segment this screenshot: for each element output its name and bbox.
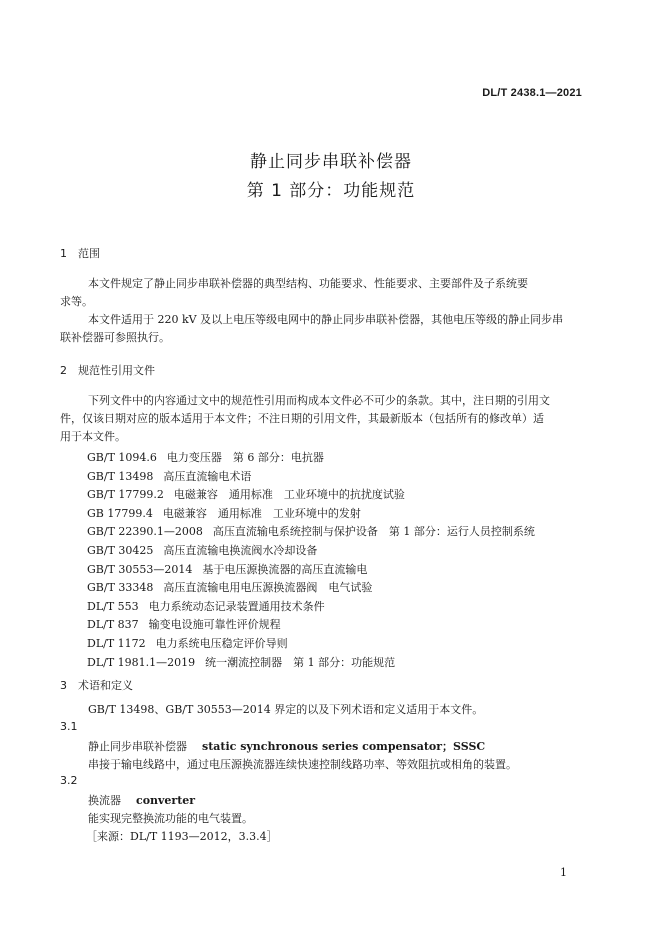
section-number: 3 bbox=[60, 679, 67, 692]
section-1-para2-line1: 本文件适用于 220 kV 及以上电压等级电网中的静止同步串联补偿器，其他电压等级的静止同步串 bbox=[88, 313, 564, 326]
reference-item bbox=[87, 542, 317, 558]
reference-item bbox=[87, 635, 288, 651]
standard-code: DL/T 2438.1—2021 bbox=[482, 87, 582, 99]
term-3-2-name bbox=[88, 792, 195, 808]
reference-code: GB/T 22390.1—2008 bbox=[87, 525, 203, 539]
section-2-intro-line3: 用于本文件。 bbox=[60, 430, 126, 443]
reference-title: 高压直流输电术语 bbox=[163, 469, 252, 483]
reference-item bbox=[87, 523, 535, 539]
reference-code: DL/T 553 bbox=[87, 599, 139, 613]
reference-code: GB/T 17799.2 bbox=[87, 488, 164, 502]
reference-title: 基于电压源换流器的高压直流输电 bbox=[202, 562, 368, 576]
reference-code: GB/T 30553—2014 bbox=[87, 562, 193, 576]
term-3-1-definition: 串接于输电线路中，通过电压源换流器连续快速控制线路功率、等效阻抗或相角的装置。 bbox=[88, 758, 517, 771]
term-zh: 换流器 bbox=[88, 794, 121, 807]
reference-title: 高压直流输电用电压源换流器阀 电气试验 bbox=[163, 581, 373, 595]
section-3-heading bbox=[60, 677, 133, 693]
section-1-para1-line1: 本文件规定了静止同步串联补偿器的典型结构、功能要求、性能要求、主要部件及子系统要 bbox=[88, 277, 528, 290]
reference-title: 电力系统动态记录装置通用技术条件 bbox=[148, 599, 325, 613]
term-zh: 静止同步串联补偿器 bbox=[88, 740, 187, 753]
section-2-intro-line1: 下列文件中的内容通过文中的规范性引用而构成本文件必不可少的条款。其中，注日期的引用文 bbox=[88, 394, 550, 407]
reference-title: 电力系统电压稳定评价导则 bbox=[155, 637, 288, 650]
reference-code: DL/T 1172 bbox=[87, 637, 146, 650]
term-en: converter bbox=[136, 794, 196, 807]
reference-title: 电磁兼容 通用标准 工业环境中的发射 bbox=[162, 506, 361, 520]
reference-item bbox=[87, 449, 324, 465]
term-3-2-source: ［来源：DL/T 1193—2012，3.3.4］ bbox=[86, 830, 278, 843]
reference-item bbox=[87, 505, 361, 521]
document-title-line2: 第 1 部分：功能规范 bbox=[246, 181, 416, 201]
page-number: 1 bbox=[560, 866, 567, 879]
reference-title: 电磁兼容 通用标准 工业环境中的抗扰度试验 bbox=[173, 488, 405, 502]
reference-code: GB/T 1094.6 bbox=[87, 451, 157, 464]
reference-code: GB 17799.4 bbox=[87, 506, 153, 520]
term-3-2-definition: 能实现完整换流功能的电气装置。 bbox=[88, 812, 253, 825]
reference-code: DL/T 1981.1—2019 bbox=[87, 655, 196, 669]
term-3-1-number: 3.1 bbox=[60, 720, 78, 733]
reference-title: 电力变压器 第 6 部分：电抗器 bbox=[166, 451, 324, 464]
section-1-heading bbox=[60, 245, 100, 261]
reference-title: 高压直流输电系统控制与保护设备 第 1 部分：运行人员控制系统 bbox=[212, 525, 535, 539]
reference-item bbox=[87, 486, 405, 502]
reference-code: GB/T 30425 bbox=[87, 544, 154, 557]
reference-code: DL/T 837 bbox=[87, 618, 139, 632]
reference-title: 统一潮流控制器 第 1 部分：功能规范 bbox=[205, 655, 396, 669]
section-1-para1-line2: 求等。 bbox=[60, 295, 93, 308]
document-title-line1: 静止同步串联补偿器 bbox=[250, 152, 412, 172]
section-3-intro: GB/T 13498、GB/T 30553—2014 界定的以及下列术语和定义适用于本文件。 bbox=[88, 703, 484, 716]
term-3-2-number: 3.2 bbox=[60, 774, 78, 787]
reference-item bbox=[87, 468, 251, 484]
reference-code: GB/T 13498 bbox=[87, 469, 154, 483]
reference-item bbox=[87, 616, 281, 632]
reference-item bbox=[87, 579, 372, 595]
reference-item bbox=[87, 561, 367, 577]
reference-item bbox=[87, 654, 395, 670]
section-2-intro-line2: 件，仅该日期对应的版本适用于本文件；不注日期的引用文件，其最新版本（包括所有的修改单）适 bbox=[60, 412, 544, 425]
section-2-heading bbox=[60, 362, 155, 378]
term-3-1-name bbox=[88, 738, 485, 754]
reference-item bbox=[87, 598, 325, 614]
section-1-para2-line2: 联补偿器可参照执行。 bbox=[60, 331, 170, 344]
section-title: 规范性引用文件 bbox=[78, 364, 155, 377]
reference-title: 输变电设施可靠性评价规程 bbox=[148, 618, 281, 632]
term-en: static synchronous series compensator；SSSC bbox=[202, 740, 486, 753]
reference-code: GB/T 33348 bbox=[87, 581, 154, 595]
section-number: 1 bbox=[60, 247, 67, 260]
section-title: 术语和定义 bbox=[78, 679, 133, 692]
reference-title: 高压直流输电换流阀水冷却设备 bbox=[163, 544, 318, 557]
section-title: 范围 bbox=[78, 247, 100, 260]
section-number: 2 bbox=[60, 364, 67, 377]
